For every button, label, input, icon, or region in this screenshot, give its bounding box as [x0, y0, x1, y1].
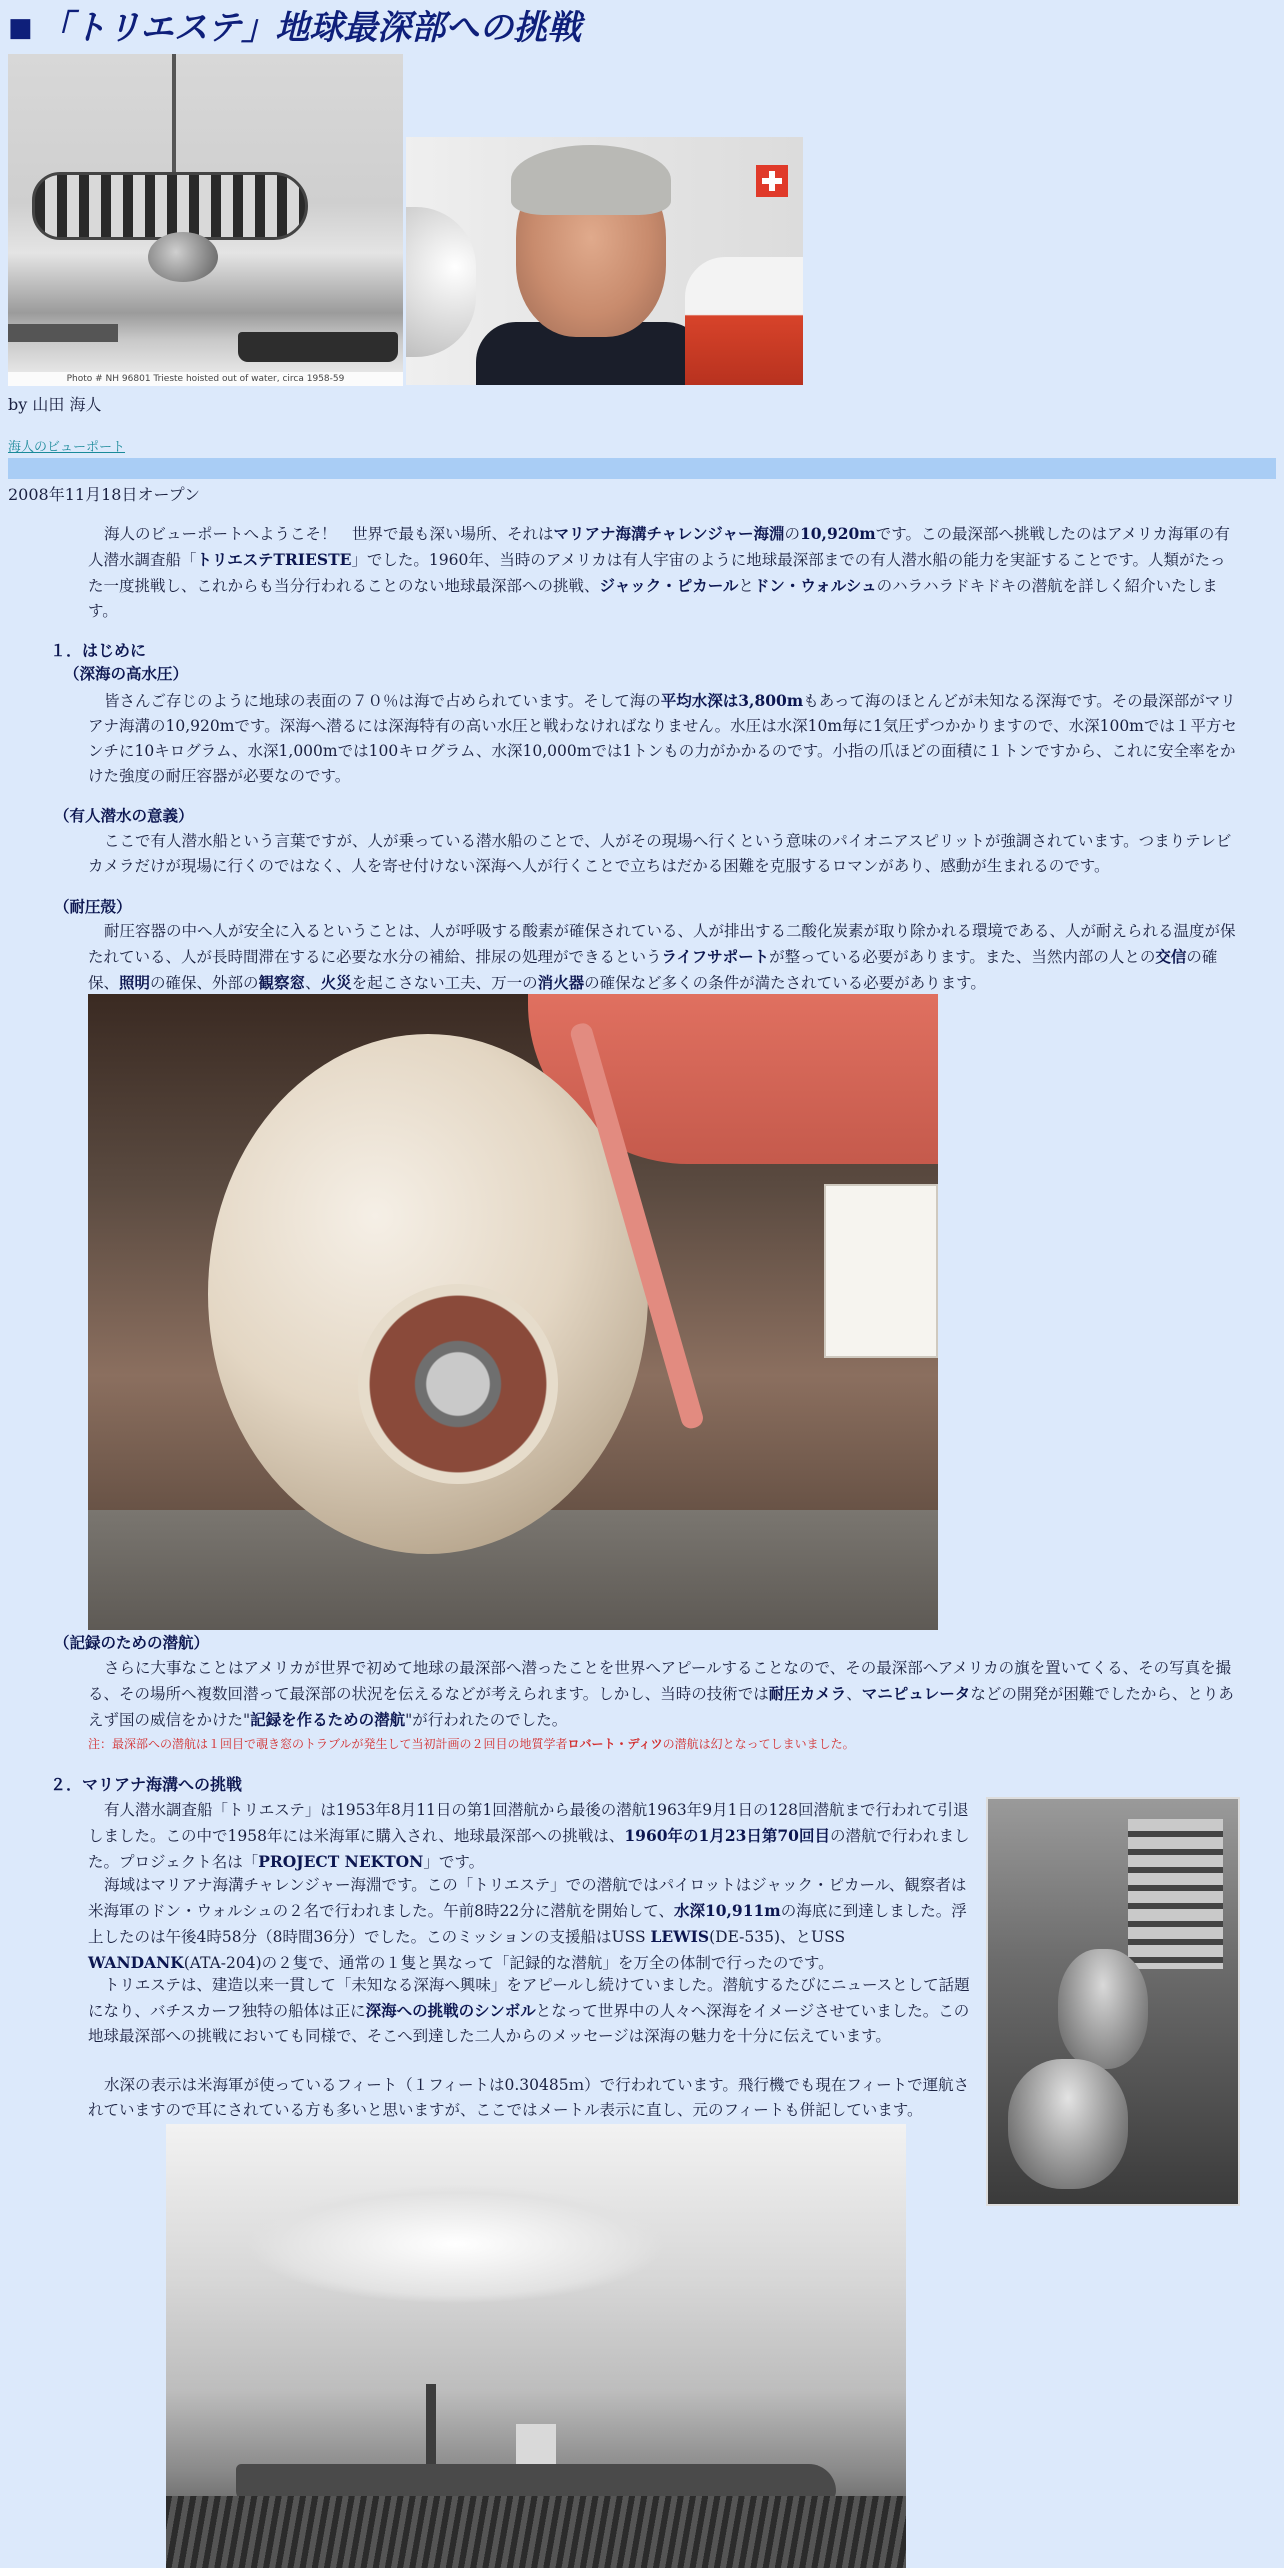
bathyscaphe-model [685, 257, 803, 385]
hull-bold-5: 火災 [320, 973, 352, 992]
record-bold-2: マニピュレータ [861, 1684, 971, 1703]
intro-bold-5: ドン・ウォルシュ [753, 576, 877, 595]
hull-bold-2: 交信 [1155, 947, 1187, 966]
intro-bold-4: ジャック・ピカール [599, 576, 739, 595]
hull-bold-4: 観察窓 [258, 973, 306, 992]
pressure-paragraph [88, 688, 1238, 789]
dive-text-3: (DE-535)、とUSS [709, 1928, 846, 1946]
record-bold-3: 記録を作るための潜航 [250, 1710, 406, 1729]
ship-mast [426, 2384, 436, 2464]
hull-bold-3: 照明 [119, 973, 151, 992]
section1-heading: １．はじめに [50, 641, 147, 660]
dive-text-4: (ATA-204)の２隻で、通常の１隻と異なって「記録的な潜航」を万全の体制で行ったのです。 [183, 1954, 834, 1972]
page-title [8, 0, 581, 49]
support-ship [238, 332, 398, 362]
model-sphere [406, 207, 476, 357]
intro-text-3: です。この最深部へ挑戦したのはアメリカ海軍の有人潜水調査船「 [88, 525, 1230, 569]
note-text-1: 注：最深部への潜航は１回目で覗き窓のトラブルが発生して当初計画の２回目の地質学者 [88, 1737, 568, 1751]
dive-text-2: の海底に到達しました。浮上したのは午後4時58分（8時間36分）でした。このミッションの支援船はUSS [88, 1902, 967, 1946]
portrait-photo [406, 137, 803, 385]
pressure-bold: 平均水深は3,800m [660, 691, 804, 710]
hatch-port [358, 1284, 558, 1484]
record-paragraph [88, 1656, 1238, 1733]
intro-bold-3: トリエステTRIESTE [196, 550, 352, 569]
open-date: 2008年11月18日オープン [8, 485, 200, 504]
hull-text-1: 耐圧容器の中へ人が安全に入るということは、人が呼吸する酸素が確保されている、人が排出する二酸化炭素が取り除かれる環境である、人が耐えられる温度が保たれている、人が長時間滞在するに必要な水分の補給、排尿の処理ができるという [88, 922, 1236, 966]
byline: by 山田 海人 [8, 395, 102, 414]
hull-text-7: の確保など多くの条件が満たされている必要があります。 [584, 974, 986, 992]
dive-paragraph [88, 1873, 976, 1976]
nekton-bold-1: 1960年の1月23日第70回目 [624, 1826, 830, 1845]
hull-bold-1: ライフサポート [661, 947, 770, 966]
hull-text-5: 、 [305, 974, 321, 992]
nekton-paragraph [88, 1798, 976, 1875]
record-bold-1: 耐圧カメラ [768, 1684, 847, 1703]
symbol-paragraph [88, 1973, 976, 2049]
crew-member-1 [1058, 1949, 1148, 2069]
trieste-at-sea-photo [166, 2124, 906, 2568]
record-text-3: などの開発が困難でしたから、とりあえず国の威信をかけた" [88, 1685, 1234, 1729]
trieste-hull [32, 172, 308, 240]
page-title-text: 「トリエステ」地球最深部への挑戦 [38, 8, 582, 48]
intro-text-5: と [738, 577, 754, 595]
intro-text-1: 海人のビューポートへようこそ！ 世界で最も深い場所、それは [104, 525, 554, 543]
intro-text-2: の [784, 525, 800, 543]
hull-text-2: が整っている必要があります。また、当然内部の人との [769, 948, 1156, 966]
home-link[interactable]: 海人のビューポート [8, 440, 126, 455]
pressure-sphere-photo [88, 994, 938, 1630]
hull-text-4: の確保、外部の [150, 974, 259, 992]
clouds [246, 2184, 666, 2304]
intro-bold-2: 10,920m [799, 524, 876, 543]
meaning-paragraph: ここで有人潜水船という言葉ですが、人が乗っている潜水船のことで、人がその現場へ行くという意味のパイオニアスピリットが強調されています。つまりテレビカメラだけが現場に行くのではなく、人を寄せ付けない深海へ人が行くことで立ちはだかる困難を克服するロマンがあり、感動が生まれるのです。 [88, 832, 1232, 875]
record-text-1: さらに大事なことはアメリカが世界で初めて地球の最深部へ潜ったことを世界へアピールすることなので、その最深部へアメリカの旗を置いてくる、その写真を撮る、その場所へ複数回潜って最深部の状況を伝えるなどが考えられます。しかし、当時の技術では [88, 1659, 1232, 1703]
hull-paragraph [88, 919, 1238, 996]
nekton-text-3: 」です。 [423, 1853, 485, 1871]
note-bold: ロバート・ディツ [567, 1737, 663, 1751]
photo-caption: Photo # NH 96801 Trieste hoisted out of water, circa 1958-59 [8, 372, 403, 386]
nekton-text-1: 有人潜水調査船「トリエステ」は1953年8月11日の第1回潜航から最後の潜航1963年9月1日の128回潜航まで行われて引退しました。この中で1958年には米海軍に購入され、地球最深部への挑戦は、 [88, 1801, 969, 1845]
dive-bold-3: WANDANK [88, 1953, 184, 1972]
pressure-text-2: もあって海のほとんどが未知なる深海です。その最深部がマリアナ海溝の10,920mです。深海へ潜るには深海特有の高い水圧と戦わなければなりません。水圧は水深10m毎に1気圧ずつかかりますので、水深100mでは１平方センチに10キログラム、水深1,000mでは100キログラム、水深10,000mでは1トンもの力がかかるのです。小指の爪ほどの面積に１トンですから、これに安全率をかけた強度の耐圧容器が必要なのです。 [88, 692, 1237, 785]
trieste-hoist-photo [8, 54, 403, 386]
symbol-text-1: トリエステは、建造以来一貫して「未知なる深海へ興味」をアピールし続けていました。潜航するたびにニュースとして話題になり、バチスカーフ独特の船体は正に [88, 1976, 970, 2020]
crew-photo [986, 1797, 1240, 2206]
hair [511, 145, 671, 215]
symbol-text-2: となって世界中の人々へ深海をイメージさせていました。この地球最深部への挑戦においても同様で、そこへ到達した二人からのメッセージは深海の魅力を十分に伝えています。 [88, 2002, 970, 2045]
dive-text-1: 海域はマリアナ海溝チャレンジャー海淵です。この「トリエステ」での潜航ではパイロットはジャック・ピカール、観察者は米海軍のドン・ウォルシュの２名で行われました。午前8時22分に潜航を開始して、 [88, 1876, 967, 1920]
sub-heading-meaning: （有人潜水の意義） [54, 806, 194, 825]
shoreline [8, 324, 118, 342]
sub-heading-hull: （耐圧殻） [54, 897, 132, 916]
instrument-panel [1128, 1819, 1223, 1969]
crane-cable [172, 54, 176, 174]
hull-text-3: の確保、 [88, 948, 1218, 992]
trieste-conning-tower [516, 2424, 556, 2466]
nekton-text-2: の潜航で行われました。プロジェクト名は「 [88, 1827, 970, 1871]
feet-paragraph: 水深の表示は米海軍が使っているフィート（１フィートは0.30485ｍ）で行われています。飛行機でも現在フィートで運航されていますので耳にされている方も多いと思いますが、ここではメートル表示に直し、元のフィートも併記しています。 [88, 2076, 970, 2119]
sub-heading-record: （記録のための潜航） [54, 1633, 210, 1652]
intro-paragraph [88, 521, 1238, 624]
trieste-gondola [148, 232, 218, 282]
hull-text-6: を起こさない工夫、万一の [351, 974, 538, 992]
dive-bold-1: 水深10,911m [673, 1901, 781, 1920]
footnote [88, 1735, 855, 1752]
record-text-4: "が行われたのでした。 [405, 1711, 568, 1729]
intro-bold-1: マリアナ海溝チャレンジャー海淵 [553, 524, 785, 543]
symbol-bold: 深海への挑戦のシンボル [365, 2001, 536, 2020]
hull-bold-6: 消火器 [537, 973, 585, 992]
record-text-2: 、 [846, 1685, 862, 1703]
section2-heading: ２．マリアナ海溝への挑戦 [50, 1775, 243, 1794]
dive-bold-2: LEWIS [650, 1927, 710, 1946]
crew-member-2 [1008, 2059, 1128, 2189]
intro-text-6: のハラハラドキドキの潜航を詳しく紹介いたします。 [88, 577, 1218, 620]
sea-surface [166, 2496, 906, 2568]
nekton-bold-2: PROJECT NEKTON [258, 1852, 424, 1871]
divider-bar [8, 458, 1276, 479]
note-text-2: の潜航は幻となってしまいました。 [662, 1737, 855, 1751]
pressure-text-1: 皆さんご存じのように地球の表面の７０％は海で占められています。そして海の [104, 692, 661, 710]
intro-text-4: 」でした。1960年、当時のアメリカは有人宇宙のように地球最深部までの有人潜水船の能力を実証することです。人類がたった一度挑戦し、これからも当分行われることのない地球最深部への挑戦、 [88, 551, 1226, 595]
ballast-drum [824, 1184, 938, 1358]
swiss-flag-icon [756, 165, 788, 197]
title-marker: ■ [8, 13, 33, 43]
sub-heading-pressure: （深海の高水圧） [64, 664, 189, 683]
